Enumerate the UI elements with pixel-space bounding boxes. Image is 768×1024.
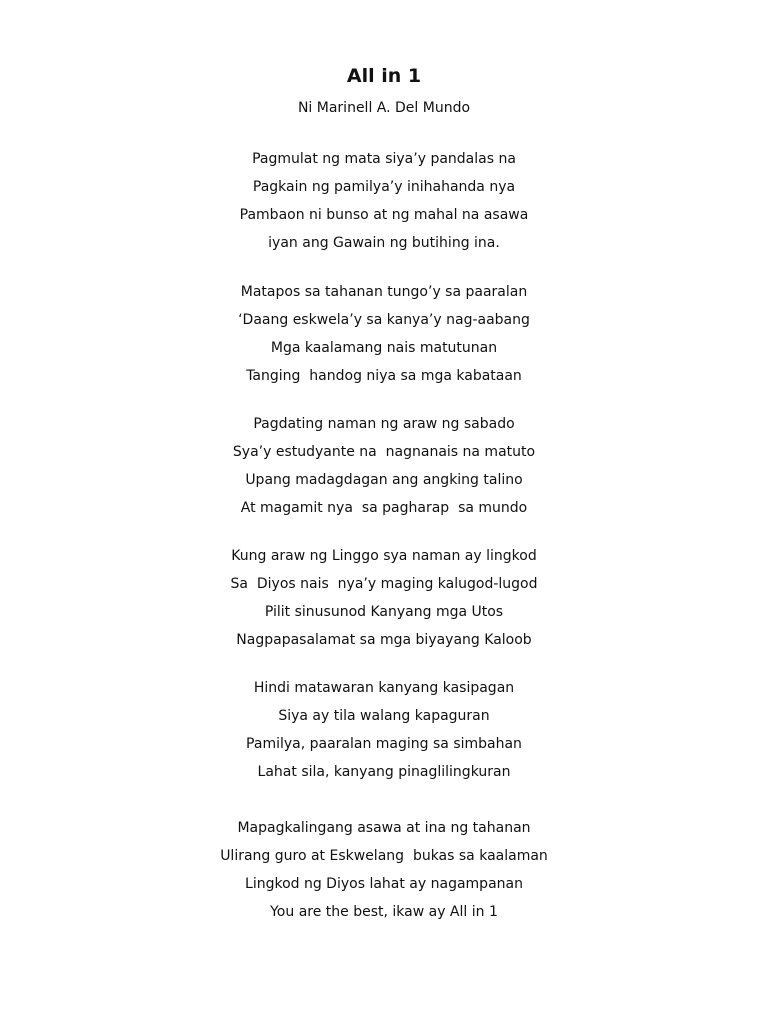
poem-author: Ni Marinell A. Del Mundo bbox=[297, 100, 471, 116]
poem-line: iyan ang Gawain ng butihing ina. bbox=[268, 235, 500, 251]
stanza bbox=[0, 414, 768, 526]
poem-line: ‘Daang eskwela’y sa kanya’y nag-aabang bbox=[238, 312, 530, 328]
poem-line: Pagkain ng pamilya’y inihahanda nya bbox=[252, 179, 516, 195]
poem-line: At magamit nya sa pagharap sa mundo bbox=[240, 500, 528, 516]
poem-line: Sya’y estudyante na nagnanais na matuto bbox=[232, 444, 536, 460]
poem-line: Pamilya, paaralan maging sa simbahan bbox=[246, 736, 522, 752]
poem-line: Lingkod ng Diyos lahat ay nagampanan bbox=[245, 876, 523, 892]
poem-line: Upang madagdagan ang angking talino bbox=[245, 472, 523, 488]
poem-line: Tanging handog niya sa mga kabataan bbox=[246, 368, 522, 384]
poem-title: All in 1 bbox=[346, 65, 422, 87]
stanza bbox=[0, 149, 768, 261]
poem-line: Pilit sinusunod Kanyang mga Utos bbox=[264, 604, 504, 620]
stanza bbox=[0, 282, 768, 394]
poem-line: Nagpapasalamat sa mga biyayang Kaloob bbox=[236, 632, 532, 648]
poem-line: You are the best, ikaw ay All in 1 bbox=[270, 904, 498, 920]
poem-line: Mga kaalamang nais matutunan bbox=[270, 340, 498, 356]
stanza bbox=[0, 678, 768, 790]
poem-line: Mapagkalingang asawa at ina ng tahanan bbox=[237, 820, 531, 836]
poem-line: Sa Diyos nais nya’y maging kalugod-lugod bbox=[230, 576, 538, 592]
poem-line: Siya ay tila walang kapaguran bbox=[278, 708, 490, 724]
poem-line: Lahat sila, kanyang pinaglilingkuran bbox=[257, 764, 511, 780]
stanza bbox=[0, 818, 768, 930]
poem-line: Pambaon ni bunso at ng mahal na asawa bbox=[239, 207, 529, 223]
poem-line: Hindi matawaran kanyang kasipagan bbox=[253, 680, 515, 696]
poem-line: Pagdating naman ng araw ng sabado bbox=[253, 416, 515, 432]
stanza bbox=[0, 546, 768, 658]
poem-line: Kung araw ng Linggo sya naman ay lingkod bbox=[231, 548, 537, 564]
poem-line: Ulirang guro at Eskwelang bukas sa kaalaman bbox=[220, 848, 548, 864]
poem-line: Matapos sa tahanan tungo’y sa paaralan bbox=[240, 284, 528, 300]
poem-line: Pagmulat ng mata siya’y pandalas na bbox=[252, 151, 516, 167]
